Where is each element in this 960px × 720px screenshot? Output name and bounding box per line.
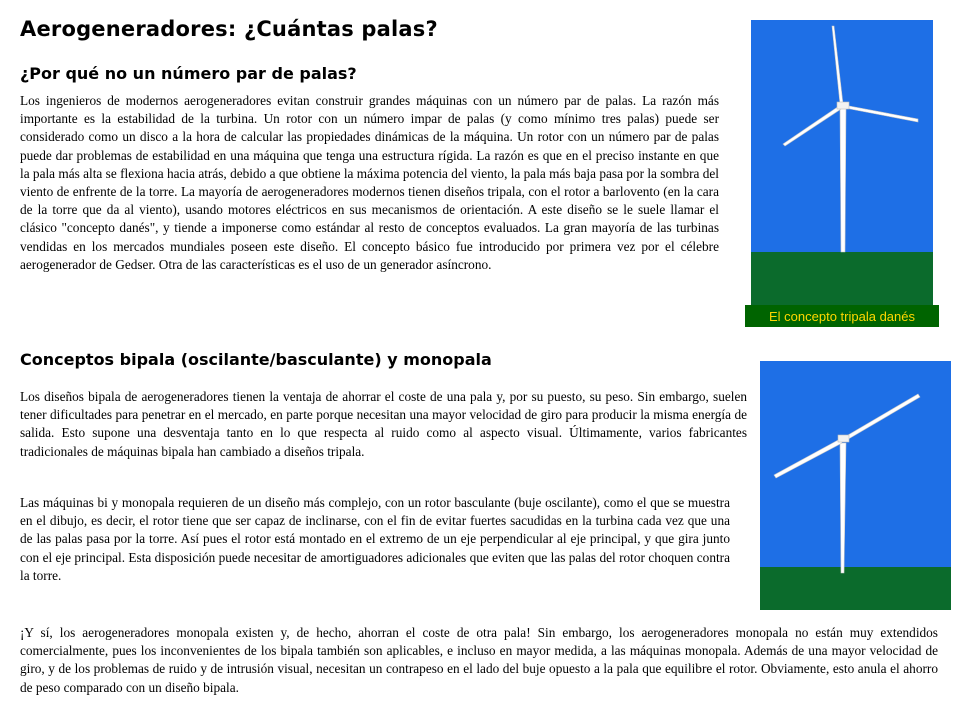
section-heading-two-one-blade: Conceptos bipala (oscilante/basculante) y monopala (20, 350, 492, 369)
danish-concept-caption: El concepto tripala danés (745, 305, 939, 327)
section-heading-even-blades: ¿Por qué no un número par de palas? (20, 64, 357, 83)
paragraph-teetering-rotor: Las máquinas bi y monopala requieren de un diseño más complejo, con un rotor basculante (buje oscilante), como el que se muestra en el dibujo, es decir, el rotor tiene que ser capaz de inclinarse, con el fin de evitar fuertes sacudidas en la turbina cada vez que una de las palas pasa por la torre. Así pues el rotor está montado en el extremo de un eje perpendicular al eje principal, y que gira junto con el eje principal. Esta disposición puede necesitar de amortiguadores adicionales que eviten que las palas del rotor choquen contra la torre. (20, 495, 730, 583)
three-blade-turbine-image (751, 20, 933, 305)
two-blade-turbine-image (760, 361, 951, 610)
paragraph-even-blades: Los ingenieros de modernos aerogeneradores evitan construir grandes máquinas con un número par de palas. La razón más importante es la estabilidad de la turbina. Un rotor con un número impar de palas (y como mínimo tres palas) puede ser considerado como un disco a la hora de calcular las propiedades dinámicas de la máquina. Un rotor con un número par de palas puede dar problemas de estabilidad en una máquina que tenga una estructura rígida. La razón es que en el preciso instante en que la pala más alta se flexiona hacia atrás, debido a que obtiene la máxima potencia del viento, la pala más baja pasa por la sombra del viento de enfrente de la torre. La mayoría de aerogeneradores modernos tienen diseños tripala, con el rotor a barlovento (en la cara de la torre que da al viento), usando motores eléctricos en sus mecanismos de orientación. A este diseño se le suele llamar el clásico "concepto danés", y tiende a imponerse como estándar al resto de conceptos evaluados. La gran mayoría de las turbinas vendidas en los mercados mundiales poseen este diseño. El concepto básico fue introducido por primera vez por el célebre aerogenerador de Gedser. Otra de las características es el uso de un generador asíncrono. (20, 93, 719, 272)
paragraph-two-blade-advantages: Los diseños bipala de aerogeneradores tienen la ventaja de ahorrar el coste de una pala y, por su puesto, su peso. Sin embargo, suelen tener dificultades para penetrar en el mercado, en parte porque necesitan una mayor velocidad de giro para producir la misma energía de salida. Esto supone una desventaja tanto en lo que respecta al ruido como al aspecto visual. Últimamente, varios fabricantes tradicionales de máquinas bipala han cambiado a diseños tripala. (20, 389, 747, 459)
page-title: Aerogeneradores: ¿Cuántas palas? (20, 17, 438, 41)
paragraph-one-blade: ¡Y sí, los aerogeneradores monopala existen y, de hecho, ahorran el coste de otra pala! Sin embargo, los aerogeneradores monopala no están muy extendidos comercialmente, pues los inconvenientes de los bipala también son aplicables, e incluso en mayor medida, a las máquinas monopala. Además de una mayor velocidad de giro, y de los problemas de ruido y de intrusión visual, necesitan un contrapeso en el lado del buje opuesto a la pala que equilibre el rotor. Obviamente, esto anula el ahorro de peso comparado con un diseño bipala. (20, 625, 938, 695)
